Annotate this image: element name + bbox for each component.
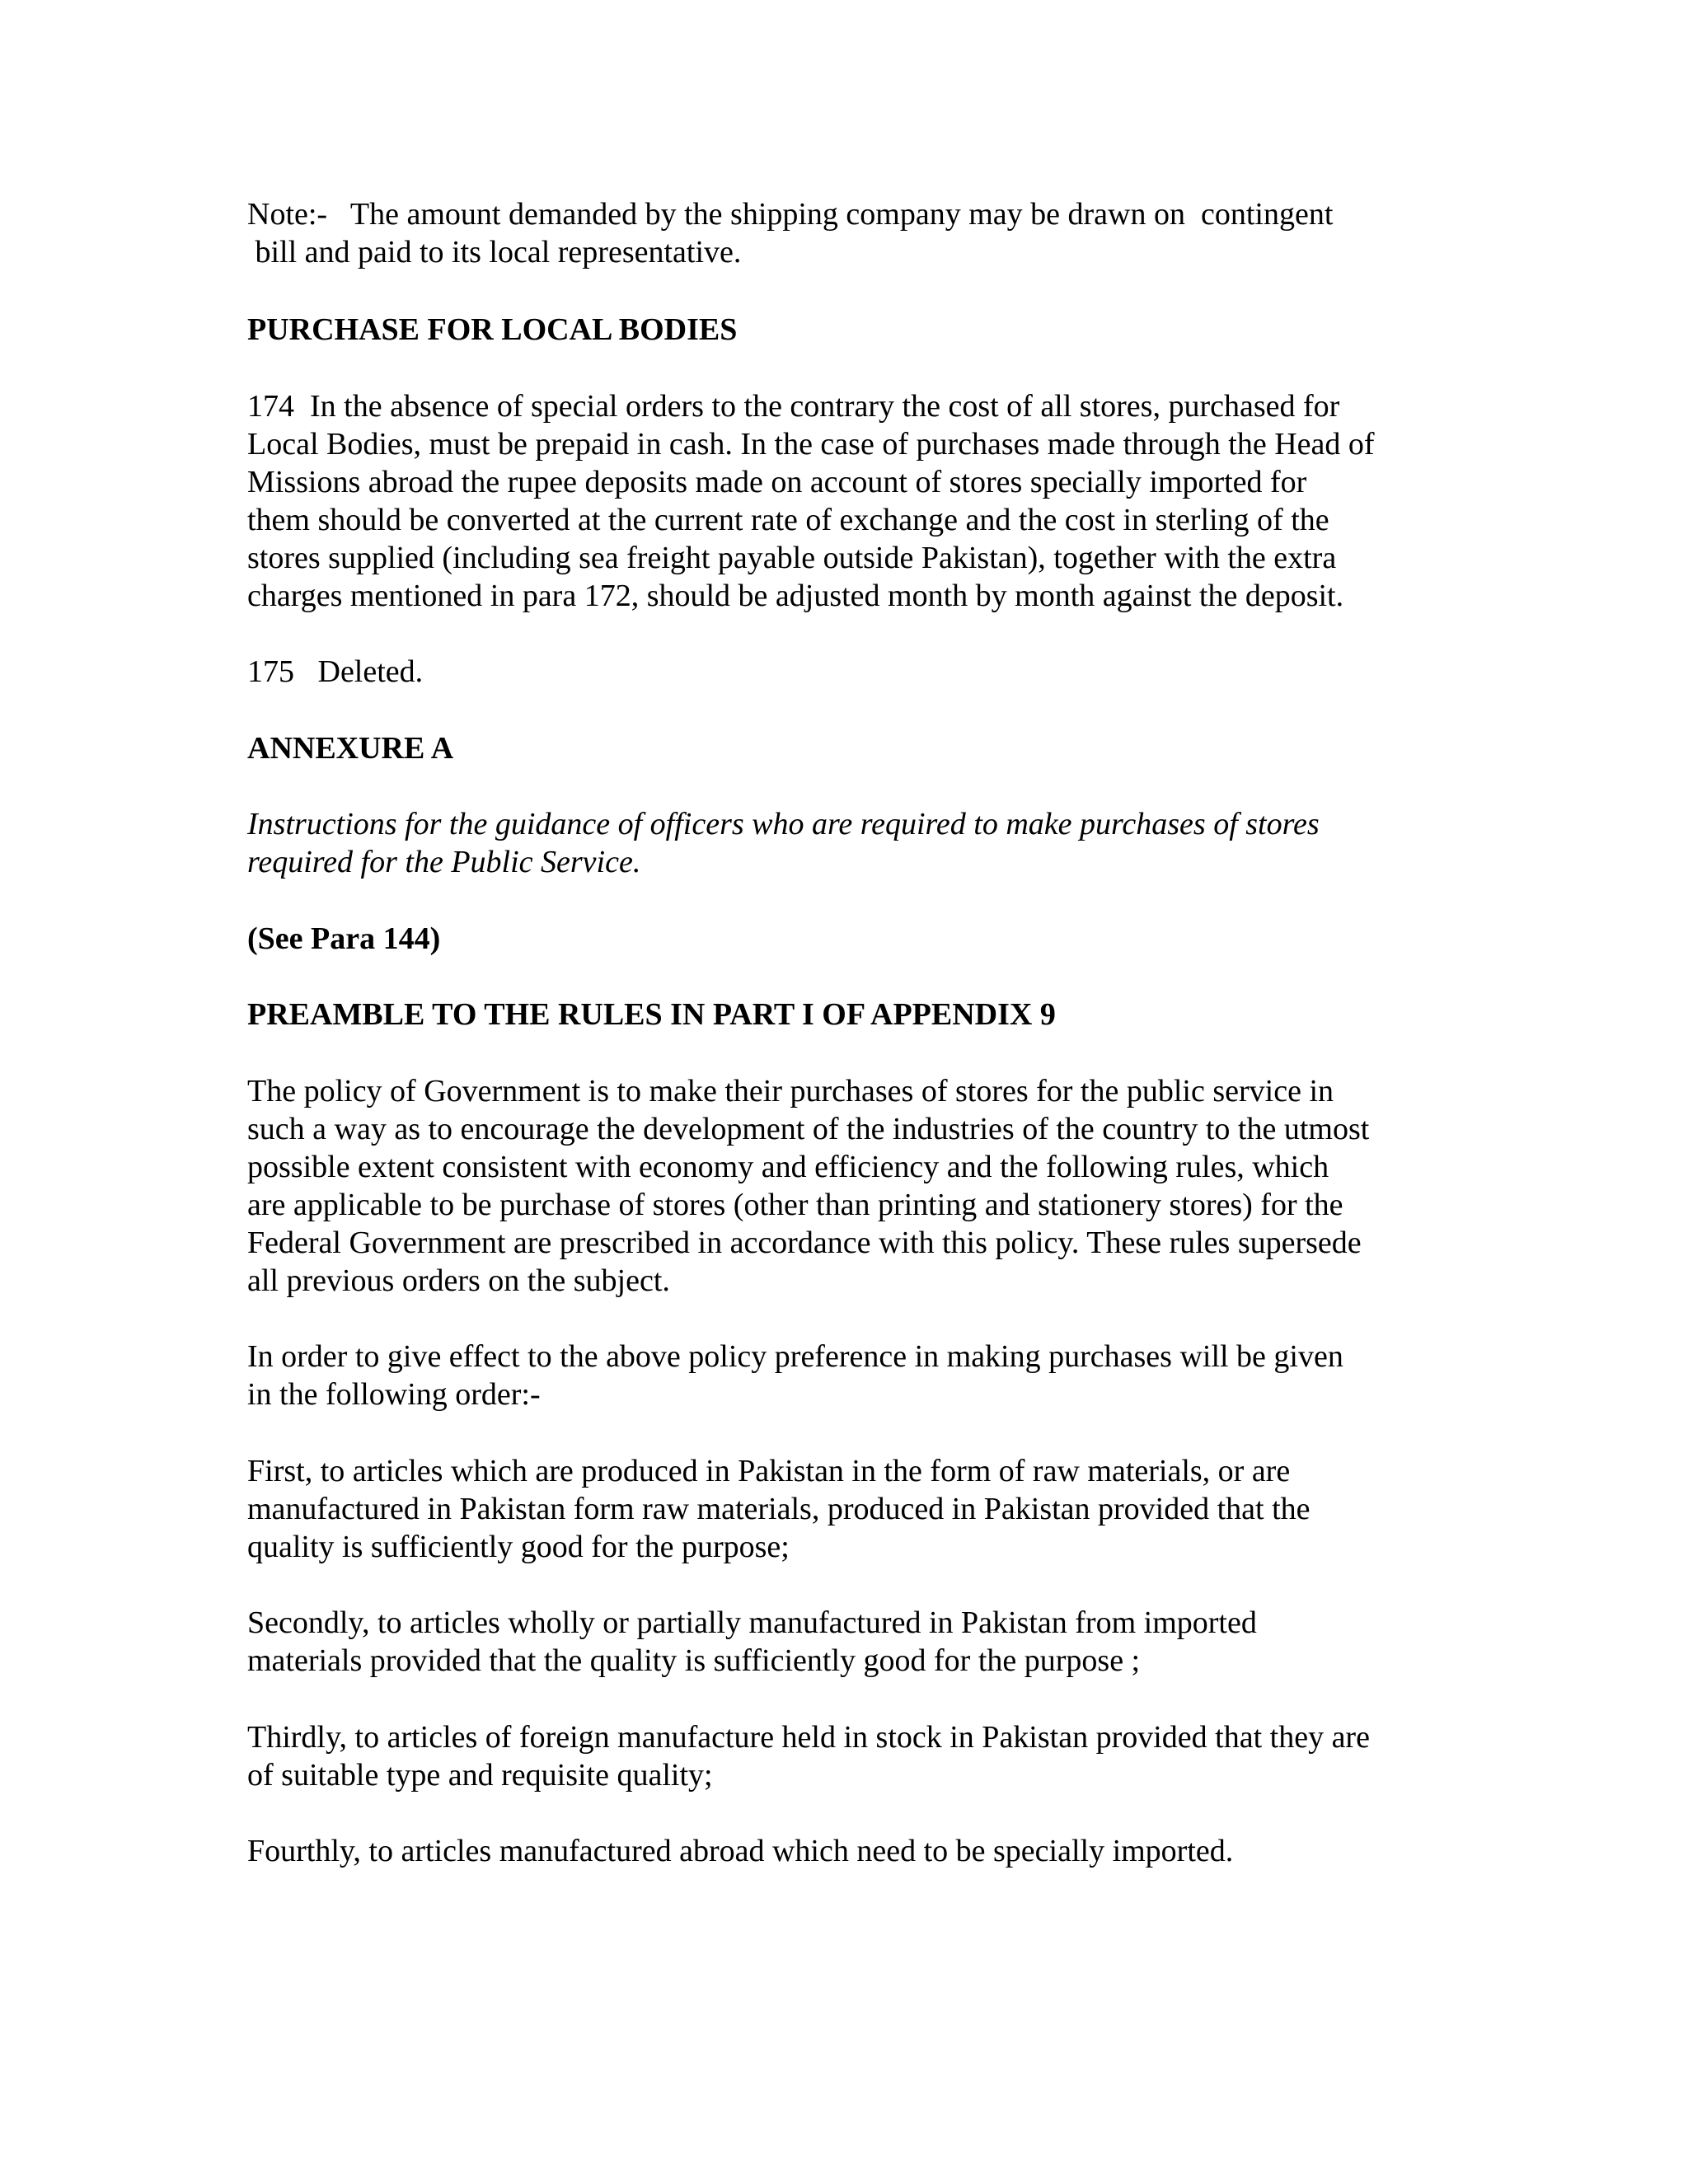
note-line-2: bill and paid to its local representative. <box>247 235 742 269</box>
note-line-1: Note:- The amount demanded by the shipping company may be drawn on contingent <box>247 197 1334 232</box>
annexure-instructions-line: required for the Public Service. <box>247 845 641 879</box>
para-174-line: them should be converted at the current rate of exchange and the cost in sterling of the <box>247 503 1329 537</box>
policy-paragraph-line: are applicable to be purchase of stores (other than printing and stationery stores) for the <box>247 1188 1343 1222</box>
see-para-reference: (See Para 144) <box>247 921 441 956</box>
first-paragraph-line: manufactured in Pakistan form raw materials, produced in Pakistan provided that the <box>247 1492 1311 1526</box>
policy-paragraph-line: such a way as to encourage the development of the industries of the country to the utmost <box>247 1112 1370 1146</box>
annexure-instructions-line: Instructions for the guidance of officers who are required to make purchases of stores <box>247 807 1320 841</box>
third-paragraph-line: of suitable type and requisite quality; <box>247 1758 713 1793</box>
heading-annexure-a: ANNEXURE A <box>247 731 454 766</box>
order-paragraph-line: In order to give effect to the above policy preference in making purchases will be given <box>247 1339 1343 1374</box>
second-paragraph-line: Secondly, to articles wholly or partially manufactured in Pakistan from imported <box>247 1605 1257 1640</box>
para-174-line: 174 In the absence of special orders to the contrary the cost of all stores, purchased for <box>247 389 1340 424</box>
second-paragraph-line: materials provided that the quality is sufficiently good for the purpose ; <box>247 1643 1141 1678</box>
heading-purchase-local-bodies: PURCHASE FOR LOCAL BODIES <box>247 312 738 347</box>
policy-paragraph-line: all previous orders on the subject. <box>247 1263 670 1298</box>
first-paragraph-line: First, to articles which are produced in Pakistan in the form of raw materials, or are <box>247 1454 1291 1488</box>
third-paragraph-line: Thirdly, to articles of foreign manufacture held in stock in Pakistan provided that they are <box>247 1720 1370 1755</box>
first-paragraph-line: quality is sufficiently good for the purpose; <box>247 1530 790 1564</box>
para-174-line: stores supplied (including sea freight payable outside Pakistan), together with the extra <box>247 541 1337 575</box>
para-174-line: Missions abroad the rupee deposits made on account of stores specially imported for <box>247 465 1307 499</box>
policy-paragraph-line: The policy of Government is to make their purchases of stores for the public service in <box>247 1074 1334 1108</box>
para-174-line: Local Bodies, must be prepaid in cash. In the case of purchases made through the Head of <box>247 427 1375 462</box>
fourth-paragraph: Fourthly, to articles manufactured abroad which need to be specially imported. <box>247 1834 1234 1868</box>
policy-paragraph-line: Federal Government are prescribed in accordance with this policy. These rules supersede <box>247 1226 1362 1260</box>
policy-paragraph-line: possible extent consistent with economy and efficiency and the following rules, which <box>247 1150 1329 1184</box>
para-174-line: charges mentioned in para 172, should be adjusted month by month against the deposit. <box>247 579 1344 613</box>
order-paragraph-line: in the following order:- <box>247 1377 541 1412</box>
heading-preamble: PREAMBLE TO THE RULES IN PART I OF APPENDIX 9 <box>247 997 1056 1032</box>
para-175: 175 Deleted. <box>247 654 424 689</box>
